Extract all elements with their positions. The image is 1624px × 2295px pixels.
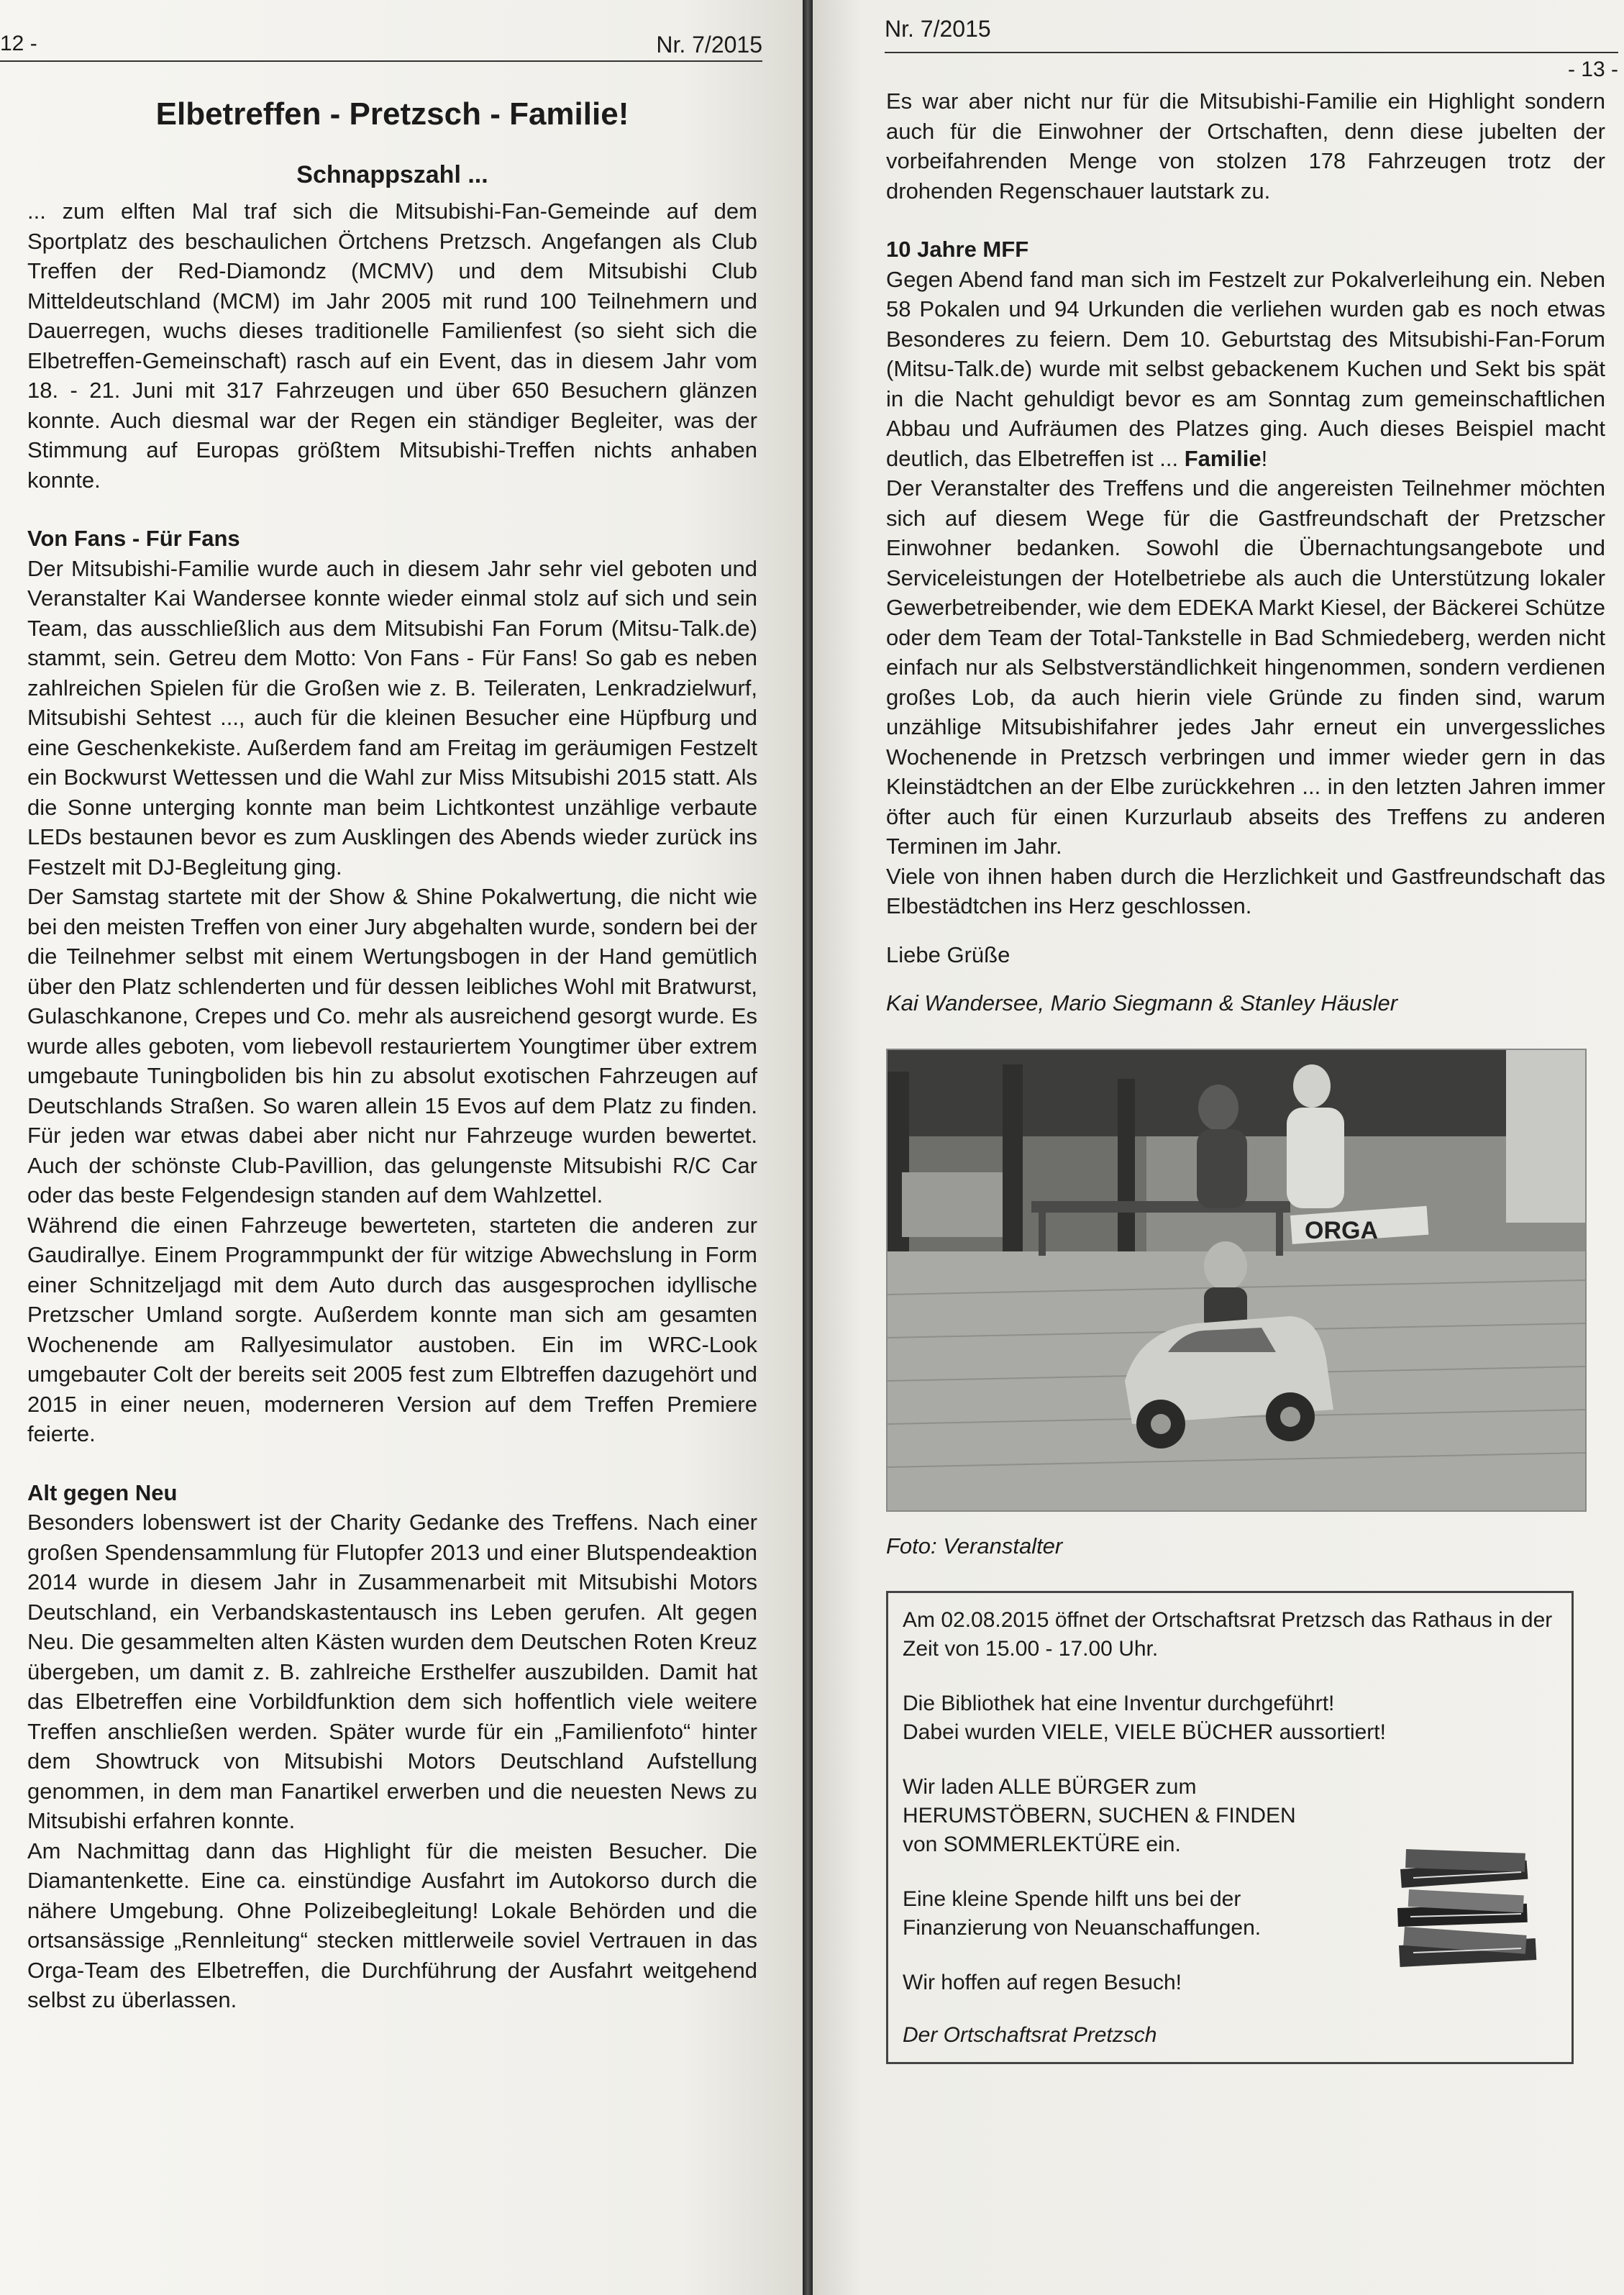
article-kicker: Schnappszahl ... xyxy=(296,161,488,188)
article-title: Elbetreffen - Pretzsch - Familie! xyxy=(155,96,629,132)
notice-invitation-1: Wir laden ALLE BÜRGER zum xyxy=(903,1774,1197,1799)
notice-donation-1: Eine kleine Spende hilft uns bei der xyxy=(903,1886,1241,1911)
section-heading-mff: 10 Jahre MFF xyxy=(886,237,1029,262)
notice-books-sorted: Dabei wurden VIELE, VIELE BÜCHER aussortiert! xyxy=(903,1720,1386,1744)
photo-caption: Foto: Veranstalter xyxy=(886,1533,1063,1559)
notice-donation-2: Finanzierung von Neuanschaffungen. xyxy=(903,1915,1262,1940)
section-alt-neu-paragraph-2: Am Nachmittag dann das Highlight für die meisten Besucher. Die Diamantenkette. Eine ca. einstündige Ausfahrt im Autokorso durch die nähere Umgebung. Ohne Polizeibegleitung! Lokale Behörden und die ortsansässige „Rennleitung“ stecken mittlerweile soviel Vertrauen in das Orga-Team des Elbetreffen, die Durchführung der Ausfahrt weitgehend selbst zu überlassen. xyxy=(27,1838,757,2012)
orga-sign-text: ORGA xyxy=(1305,1216,1378,1244)
familie-exclamation: ! xyxy=(1261,445,1268,471)
left-page-header xyxy=(0,32,762,62)
event-photo xyxy=(886,1049,1587,1512)
right-page-number: - 13 - xyxy=(1567,58,1618,81)
notice-closing: Wir hoffen auf regen Besuch! xyxy=(903,1970,1182,1994)
section-alt-neu-paragraph-1: Besonders lobenswert ist der Charity Gedanke des Treffens. Nach einer großen Spendensammlung für Flutopfer 2013 und einer Blutspendeaktion 2014 wurde in diesem Jahr in Zusammenarbeit mit Mitsubishi Motors Deutschland, ein Verbandskastentausch ins Leben gerufen. Alt gegen Neu. Die gesammelten alten Kästen wurden dem Deutschen Roten Kreuz übergeben, um damit z. B. zahlreiche Ersthelfer auszubilden. Damit hat das Elbetreffen eine Vorbildfunktion dem sich hoffentlich viele weitere Treffen anschließen werden. Später wurde für ein „Familienfoto“ hinter dem Showtruck von Mitsubishi Motors Deutschland Aufstellung genommen, in dem man Fanartikel erwerben und die neuesten News zu Mitsubishi erfahren konnte. xyxy=(27,1510,757,1833)
notice-invitation-2: HERUMSTÖBERN, SUCHEN & FINDEN xyxy=(903,1803,1296,1828)
mff-paragraph-text: Gegen Abend fand man sich im Festzelt zur Pokalverleihung ein. Neben 58 Pokalen und 94 Urkunden die verliehen wurden gab es noch etwas Besonderes zu feiern. Dem 10. Geburtstag des Mitsubishi-Fan-Forum (Mitsu-Talk.de) wurde mit selbst gebackenem Kuchen und Sekt bis spät in die Nacht gehuldigt bevor es am Sonntag zum gemeinschaftlichen Abbau und Aufräumen des Platzes ging. Auch dieses Beispiel macht deutlich, das Elbetreffen ist ... xyxy=(886,266,1605,471)
right-issue-label: Nr. 7/2015 xyxy=(885,16,991,42)
left-article-column xyxy=(27,86,757,2015)
notice-signature: Der Ortschaftsrat Pretzsch xyxy=(903,2022,1157,2047)
event-photo-illustration xyxy=(888,1050,1585,1510)
right-intro-paragraph: Es war aber nicht nur für die Mitsubishi-Familie ein Highlight sondern auch für die Einwohner der Ortschaften, denn diese jubelten der vorbeifahrenden Menge von stolzen 178 Fahrzeugen trotz der drohenden Regenschauer lautstark zu. xyxy=(886,88,1605,204)
section-fans-paragraph-3: Während die einen Fahrzeuge bewerteten, starteten die anderen zur Gaudirallye. Einem Programmpunkt der für witzige Abwechslung in Form einer Schnitzeljagd mit dem Auto durch das ausgesprochen idyllische Pretzscher Umland sorgte. Außerdem konnte man sich am gesamten Wochenende am Rallyesimulator austoben. Ein im WRC-Look umgebauter Colt der bereits seit 2005 fest zum Elbtreffen dazugehört und 2015 in einer neuen, moderneren Version auf dem Treffen Premiere feierte. xyxy=(27,1212,757,1446)
section-heading-fans: Von Fans - Für Fans xyxy=(27,526,240,551)
section-fans-paragraph-2: Der Samstag startete mit der Show & Shine Pokalwertung, die nicht wie bei den meisten Treffen von einer Jury abgehalten wurde, sondern bei der die Teilnehmer selbst mit einem Wertungsbogen in der Hand gemütlich über den Platz schlenderten und für dessen leibliches Wohl mit Bratwurst, Gulaschkanone, Crepes und Co. mehr als ausreichend gesorgt wurde. Es wurde alles geboten, vom liebevoll restauriertem Youngtimer über extrem umgebaute Tuningboliden bis hin zu absolut exotischen Fahrzeugen auf Deutschlands Straßen. So waren allein 15 Evos auf dem Platz zu finden. Für jeden war etwas dabei aber nicht nur Fahrzeuge wurden bewertet. Auch der schönste Club-Pavillion, das gelungenste Mitsubishi R/C Car oder das beste Felgendesign standen auf dem Wahlzettel. xyxy=(27,884,757,1208)
article-intro: ... zum elften Mal traf sich die Mitsubishi-Fan-Gemeinde auf dem Sportplatz des beschaulichen Örtchens Pretzsch. Angefangen als Club Treffen der Red-Diamondz (MCMV) und dem Mitsubishi Club Mitteldeutschland (MCM) im Jahr 2005 mit rund 100 Teilnehmern und Dauerregen, wuchs dieses traditionelle Familienfest (so sieht sich die Elbetreffen-Gemeinschaft) rasch auf ein Event, das in diesem Jahr vom 18. - 21. Juni mit 317 Fahrzeugen und über 650 Besuchern glänzen konnte. Auch diesmal war der Regen ein ständiger Begleiter, was der Stimmung auf Europas größtem Mitsubishi-Treffen nichts anhaben konnte. xyxy=(27,199,757,493)
right-article-column xyxy=(886,72,1605,2064)
notice-invitation-3: von SOMMERLEKTÜRE ein. xyxy=(903,1832,1181,1856)
greeting: Liebe Grüße xyxy=(886,941,1011,967)
article-signature: Kai Wandersee, Mario Siegmann & Stanley Häusler xyxy=(886,990,1398,1016)
section-heading-alt-neu: Alt gegen Neu xyxy=(27,1479,178,1505)
right-page-header xyxy=(885,16,1618,81)
section-fans-paragraph-1: Der Mitsubishi-Familie wurde auch in diesem Jahr sehr viel geboten und Veranstalter Kai Wandersee konnte wieder einmal stolz auf sich und sein Team, das ausschließlich aus dem Mitsubishi Fan Forum (Mitsu-Talk.de) stammt, sein. Getreu dem Motto: Von Fans - Für Fans! So gab es neben zahlreichen Spielen für die Großen wie z. B. Teileraten, Lenkradzielwurf, Mitsubishi Sehtest ..., auch für die kleinen Besucher eine Hüpfburg und eine Geschenkekiste. Außerdem fand am Freitag im geräumigen Festzelt ein Bockwurst Wettessen und die Wahl zur Miss Mitsubishi 2015 statt. Als die Sonne unterging konnte man beim Lichtkontest unzählige verbaute LEDs bestaunen bevor es zum Ausklingen des Abends wieder zurück ins Festzelt mit DJ-Begleitung ging. xyxy=(27,555,757,880)
left-page xyxy=(0,0,804,2295)
magazine-binding xyxy=(803,0,813,2295)
right-page xyxy=(813,0,1624,2295)
familie-emphasis: Familie xyxy=(1184,445,1262,471)
left-issue-label: Nr. 7/2015 xyxy=(656,32,762,58)
book-stack-icon xyxy=(1384,1838,1543,1974)
notice-box xyxy=(886,1591,1574,2064)
section-mff-paragraph-3: Viele von ihnen haben durch die Herzlichkeit und Gastfreundschaft das Elbestädtchen ins Herz geschlossen. xyxy=(886,863,1605,918)
notice-inventory: Die Bibliothek hat eine Inventur durchgeführt! xyxy=(903,1691,1335,1715)
notice-opening-hours: Am 02.08.2015 öffnet der Ortschaftsrat Pretzsch das Rathaus in der Zeit von 15.00 - 17.00 Uhr. xyxy=(903,1607,1553,1661)
section-mff-paragraph-1 xyxy=(886,265,1605,474)
left-page-number: 12 - xyxy=(0,32,37,55)
section-mff-paragraph-2: Der Veranstalter des Treffens und die angereisten Teilnehmer möchten sich auf diesem Wege für die Gastfreundschaft der Pretzscher Einwohner bedanken. Sowohl die Übernachtungsangebote und Serviceleistungen der Hotelbetriebe als auch die Unterstützung lokaler Gewerbetreibender, wie dem EDEKA Markt Kiesel, der Bäckerei Schütze oder dem Team der Total-Tankstelle in Bad Schmiedeberg, werden nicht einfach nur als Selbstverständlichkeit hingenommen, sondern verdienen großes Lob, da auch hierin viele Gründe zu finden sind, warum unzählige Mitsubishifahrer jedes Jahr erneut ein unvergessliches Wochenende in Pretzsch verbringen und immer wieder gern in das Kleinstädtchen an der Elbe zurückkehren ... in den letzten Jahren immer öfter auch für einen Kurzurlaub abseits des Treffens zu anderen Terminen im Jahr. xyxy=(886,475,1605,859)
